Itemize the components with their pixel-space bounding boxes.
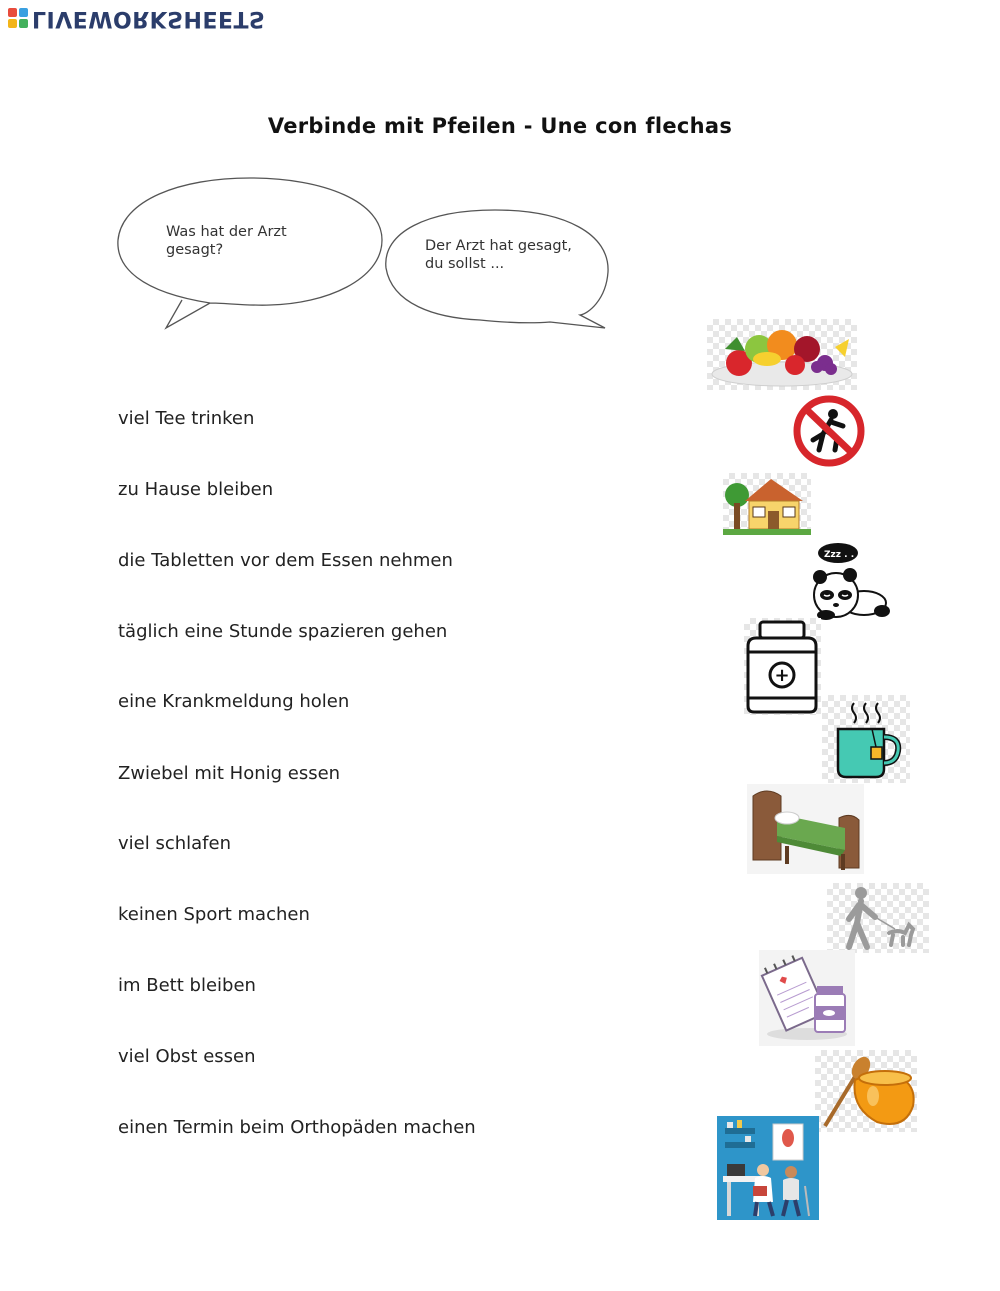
logo-text: LIVEWORKSHEETS — [32, 6, 266, 31]
phrase-item[interactable]: viel schlafen — [118, 833, 231, 854]
no-running-sign-icon[interactable] — [791, 394, 867, 468]
phrase-item[interactable]: einen Termin beim Orthopäden machen — [118, 1117, 476, 1138]
phrase-item[interactable]: zu Hause bleiben — [118, 479, 274, 500]
phrase-item[interactable]: keinen Sport machen — [118, 904, 310, 925]
phrase-item[interactable]: die Tabletten vor dem Essen nehmen — [118, 550, 453, 571]
phrase-item[interactable]: viel Obst essen — [118, 1046, 256, 1067]
worksheet-title: Verbinde mit Pfeilen - Une con flechas — [267, 114, 733, 138]
bubble-question-text: Was hat der Arzt gesagt? — [166, 224, 287, 258]
fruit-plate-icon[interactable] — [707, 319, 857, 390]
bubble-answer-text: Der Arzt hat gesagt, du sollst ... — [425, 238, 572, 272]
sick-note-pills-icon[interactable] — [759, 950, 855, 1046]
person-walking-dog-icon[interactable] — [827, 883, 929, 953]
liveworksheets-logo-icon — [8, 8, 28, 28]
phrase-item[interactable]: täglich eine Stunde spazieren gehen — [118, 621, 448, 642]
liveworksheets-logo — [8, 4, 265, 32]
honey-pot-icon[interactable] — [815, 1050, 917, 1132]
phrase-item[interactable]: eine Krankmeldung holen — [118, 691, 350, 712]
svg-text:Zzz . .: Zzz . . — [824, 550, 855, 560]
doctor-clinic-icon[interactable] — [717, 1116, 819, 1220]
phrase-item[interactable]: im Bett bleiben — [118, 975, 256, 996]
medicine-cross-label: + — [774, 665, 790, 686]
tea-cup-icon[interactable] — [822, 695, 910, 783]
phrase-item[interactable]: viel Tee trinken — [118, 408, 255, 429]
sleeping-panda-icon[interactable] — [806, 539, 892, 621]
phrase-item[interactable]: Zwiebel mit Honig essen — [118, 763, 341, 784]
house-icon[interactable] — [723, 473, 811, 535]
bed-icon[interactable] — [747, 784, 864, 874]
medicine-bottle-icon[interactable] — [744, 618, 821, 715]
